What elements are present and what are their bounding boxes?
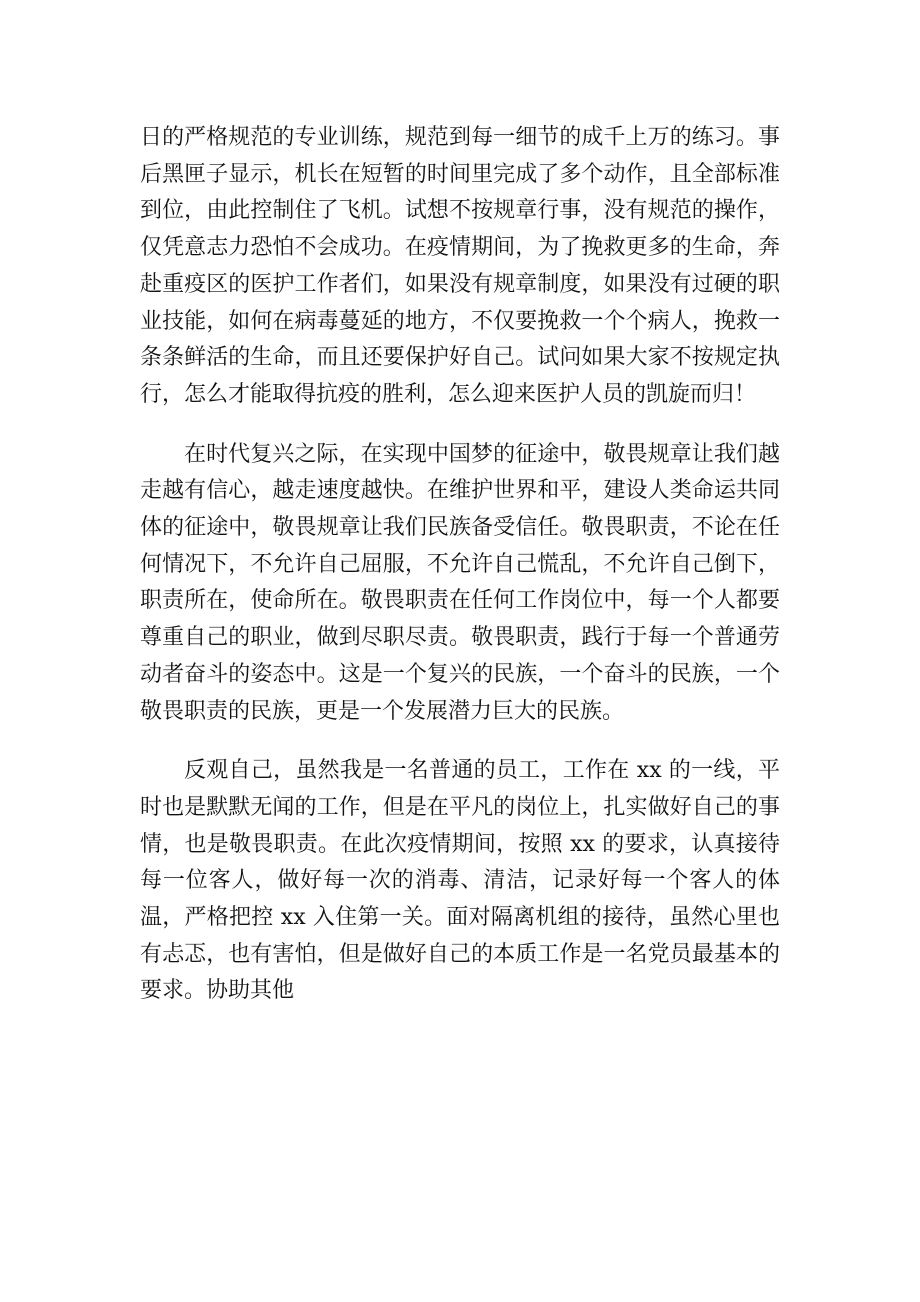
document-body — [140, 120, 780, 1010]
paragraph-continuation: 日的严格规范的专业训练，规范到每一细节的成千上万的练习。事后黑匣子显示，机长在短暂的时间里完成了多个动作，且全部标准到位，由此控制住了飞机。试想不按规章行事，没有规范的操作，仅凭意志力恐怕不会成功。在疫情期间，为了挽救更多的生命，奔赴重疫区的医护工作者们，如果没有规章制度，如果没有过硬的职业技能，如何在病毒蔓延的地方，不仅要挽救一个个病人，挽救一条条鲜活的生命，而且还要保护好自己。试问如果大家不按规定执行，怎么才能取得抗疫的胜利，怎么迎来医护人员的凯旋而归！ — [140, 125, 780, 407]
paragraph-revival-era: 在时代复兴之际，在实现中国梦的征途中，敬畏规章让我们越走越有信心，越走速度越快。在维护世界和平，建设人类命运共同体的征途中，敬畏规章让我们民族备受信任。敬畏职责，不论在任何情况下，不允许自己屈服，不允许自己慌乱，不允许自己倒下，职责所在，使命所在。敬畏职责在任何工作岗位中，每一个人都要尊重自己的职业，做到尽职尽责。敬畏职责，践行于每一个普通劳动者奋斗的姿态中。这是一个复兴的民族，一个奋斗的民族，一个敬畏职责的民族，更是一个发展潜力巨大的民族。 — [140, 441, 780, 724]
paragraph-self-reflection: 反观自己，虽然我是一名普通的员工，工作在 xx 的一线，平时也是默默无闻的工作，但是在平凡的岗位上，扎实做好自己的事情，也是敬畏职责。在此次疫情期间，按照 xx 的要求，认真接待每一位客人，做好每一次的消毒、清洁，记录好每一个客人的体温，严格把控 xx 入住第一关。面对隔离机组的接待，虽然心里也有忐忑，也有害怕，但是做好自己的本质工作是一名党员最基本的要求。协助其他 — [140, 758, 780, 1004]
